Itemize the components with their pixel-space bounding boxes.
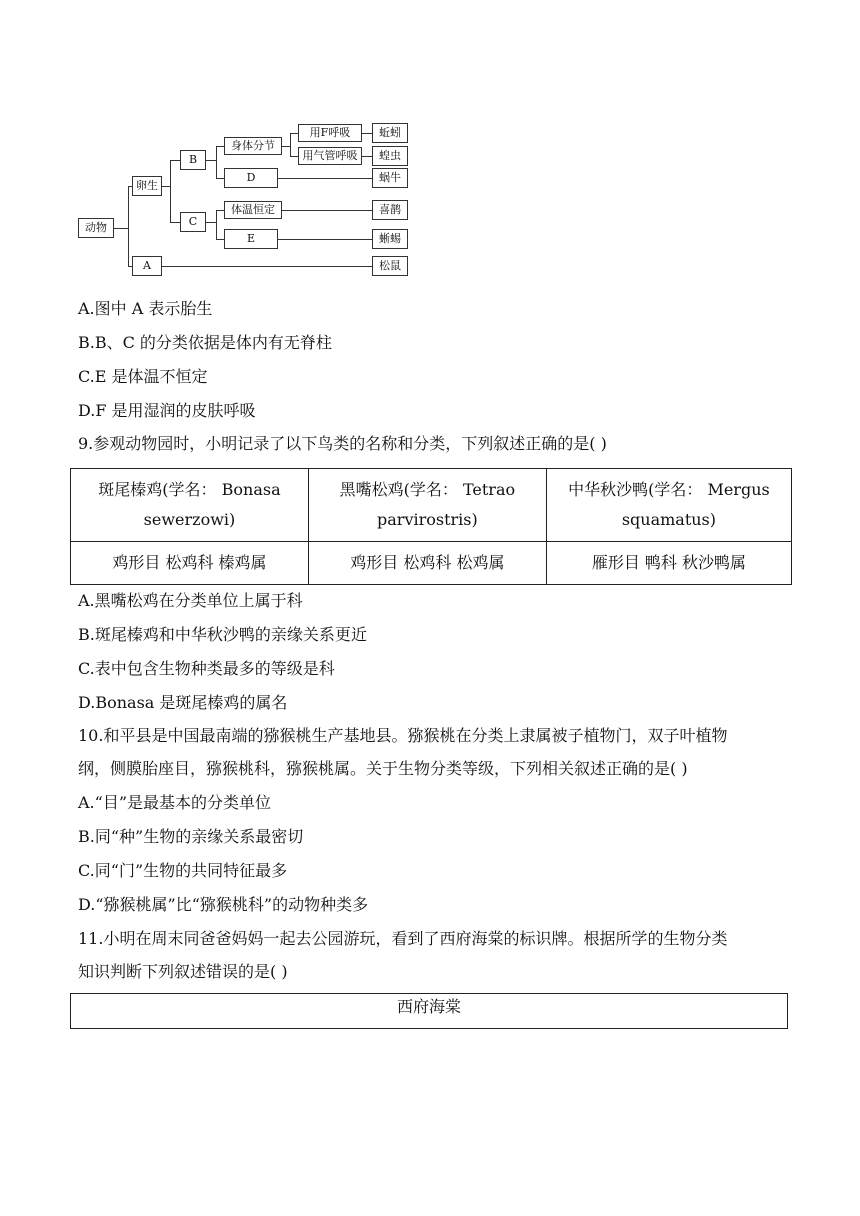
animal-earthworm: 蚯蚓 [372,123,408,143]
node-b: B [180,150,206,170]
q10-option-a: A.“目”是最基本的分类单位 [78,793,272,812]
q8-option-d: D.F 是用湿润的皮肤呼吸 [78,401,256,420]
node-breath-trachea: 用气管呼吸 [298,147,362,165]
node-a: A [132,256,162,276]
q9-stem: 9.参观动物园时，小明记录了以下鸟类的名称和分类，下列叙述正确的是( ) [78,434,607,453]
table-cell: 黑嘴松鸡(学名： Tetrao parvirostris) [308,469,546,542]
q10-stem-line1: 10.和平县是中国最南端的猕猴桃生产基地县。猕猴桃在分类上隶属被子植物门，双子叶植物 [78,726,728,745]
q9-option-c: C.表中包含生物种类最多的等级是科 [78,659,335,678]
animal-lizard: 蜥蜴 [372,229,408,249]
q11-stem-line2: 知识判断下列叙述错误的是( ) [78,962,288,981]
node-constant-temp: 体温恒定 [224,201,282,219]
q8-option-c: C.E 是体温不恒定 [78,367,208,386]
q10-option-b: B.同“种”生物的亲缘关系最密切 [78,827,304,846]
q11-stem-line1: 11.小明在周末同爸爸妈妈一起去公园游玩，看到了西府海棠的标识牌。根据所学的生物分类 [78,929,728,948]
table-row [71,469,792,542]
table-cell: 鸡形目 松鸡科 榛鸡属 [71,542,309,585]
q9-option-b: B.斑尾榛鸡和中华秋沙鸭的亲缘关系更近 [78,625,367,644]
q9-option-a: A.黑嘴松鸡在分类单位上属于科 [78,591,303,610]
node-animal: 动物 [78,218,114,238]
bird-table [70,468,792,585]
animal-magpie: 喜鹊 [372,200,408,220]
node-egg: 卵生 [132,176,162,196]
q10-option-c: C.同“门”生物的共同特征最多 [78,861,288,880]
table-cell: 斑尾榛鸡(学名： Bonasa sewerzowi) [71,469,309,542]
table-row [71,542,792,585]
q8-option-a: A.图中 A 表示胎生 [78,299,213,318]
animal-locust: 蝗虫 [372,146,408,166]
node-e: E [224,229,278,249]
node-d: D [224,168,278,188]
q10-option-d: D.“猕猴桃属”比“猕猴桃科”的动物种类多 [78,895,369,914]
node-segmented: 身体分节 [224,137,282,155]
animal-squirrel: 松鼠 [372,256,408,276]
node-c: C [180,212,206,232]
node-breath-f: 用F呼吸 [298,124,362,142]
table-cell: 鸡形目 松鸡科 松鸡属 [308,542,546,585]
q9-option-d: D.Bonasa 是斑尾榛鸡的属名 [78,693,288,712]
classification-diagram [76,118,416,282]
q10-stem-line2: 纲，侧膜胎座目，猕猴桃科，猕猴桃属。关于生物分类等级，下列相关叙述正确的是( ) [78,759,688,778]
animal-snail: 蜗牛 [372,168,408,188]
q8-option-b: B.B、C 的分类依据是体内有无脊柱 [78,333,332,352]
sign-title: 西府海棠 [396,997,461,1016]
table-cell: 中华秋沙鸭(学名： Mergus squamatus) [546,469,791,542]
table-cell: 雁形目 鸭科 秋沙鸭属 [546,542,791,585]
sign-box [70,993,788,1029]
